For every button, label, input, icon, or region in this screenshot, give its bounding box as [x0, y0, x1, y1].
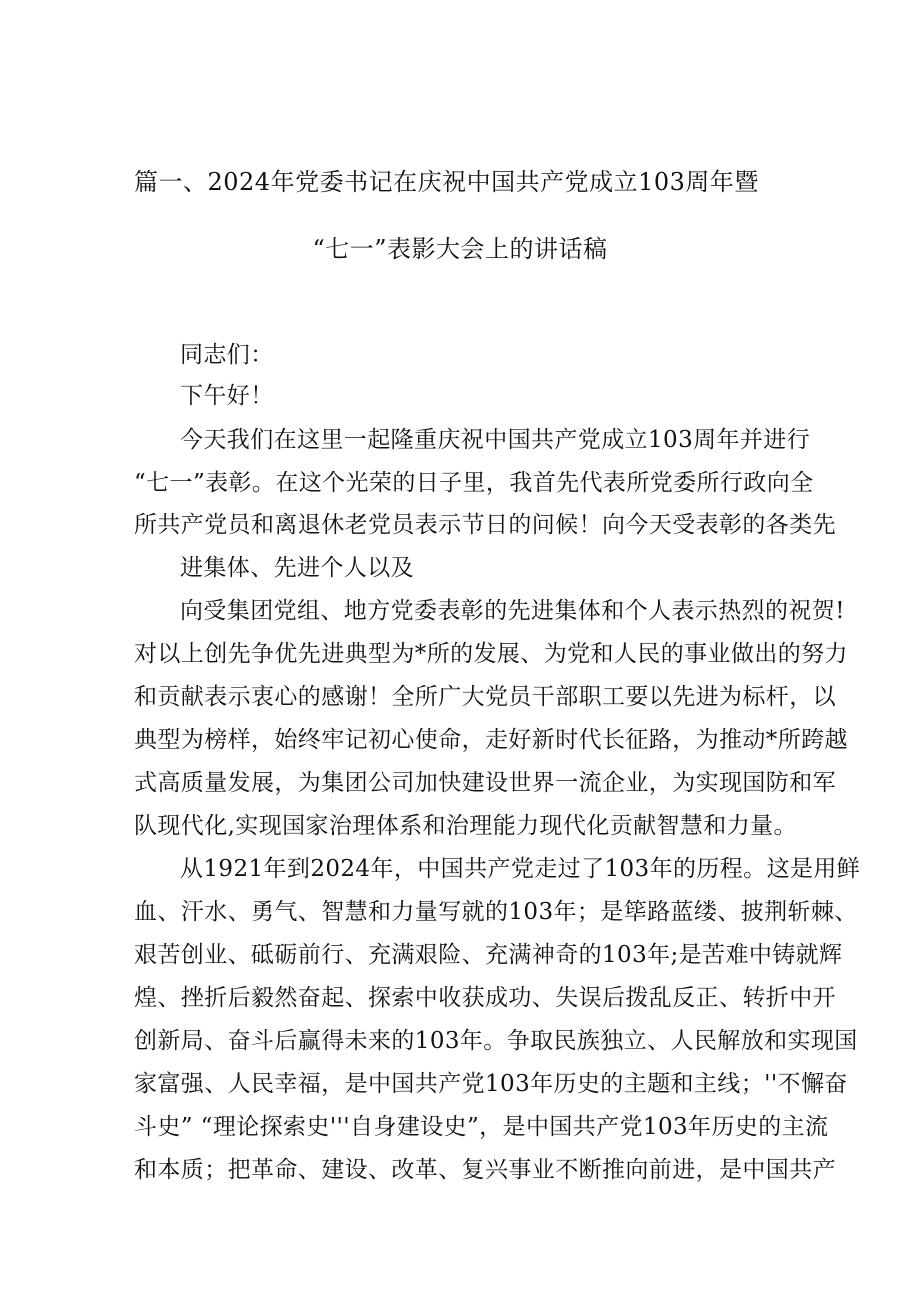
body-line: “七一”表彰。在这个光荣的日子里，我首先代表所党委所行政向全 — [134, 470, 814, 496]
body-line: 所共产党员和离退休老党员表示节日的问候！向今天受表彰的各类先 — [134, 512, 836, 538]
greeting: 下午好！ — [180, 383, 274, 409]
body-line: 和贡献表示衷心的感谢！全所广大党员干部职工要以先进为标杆，以 — [134, 684, 836, 710]
body-line: 式高质量发展，为集团公司加快建设世界一流企业，为实现国防和军 — [134, 770, 836, 796]
salutation: 同志们： — [180, 342, 274, 368]
body-line: 今天我们在这里一起隆重庆祝中国共产党成立103周年并进行 — [180, 427, 811, 453]
body-line: 煌、挫折后毅然奋起、探索中收获成功、失误后拨乱反正、转折中开 — [134, 985, 836, 1011]
document-title-line-2: “七一”表影大会上的讲话稿 — [312, 235, 608, 263]
body-line: 对以上创先争优先进典型为*所的发展、为党和人民的事业做出的努力 — [134, 641, 848, 667]
body-line: 家富强、人民幸福，是中国共产党103年历史的主题和主线；''不懈奋 — [134, 1071, 848, 1097]
body-line: 创新局、奋斗后赢得未来的103年。争取民族独立、人民解放和实现国 — [134, 1028, 858, 1054]
body-line: 典型为榜样，始终牢记初心使命，走好新时代长征路，为推动*所跨越 — [134, 727, 848, 753]
body-line: 艰苦创业、砥砺前行、充满艰险、充满神奇的103年;是苦难中铸就辉 — [134, 942, 843, 968]
body-line: 进集体、先进个人以及 — [180, 555, 414, 581]
body-line: 从1921年到2024年，中国共产党走过了103年的历程。这是用鲜 — [180, 856, 861, 882]
body-line: 血、汗水、勇气、智慧和力量写就的103年；是筚路蓝缕、披荆斩棘、 — [134, 899, 858, 925]
body-line: 和本质；把革命、建设、改革、复兴事业不断推向前进，是中国共产 — [134, 1157, 836, 1183]
document-title-line-1: 篇一、2024年党委书记在庆祝中国共产党成立103周年暨 — [134, 168, 759, 196]
body-line: 斗史” “理论探索史'''自身建设史”，是中国共产党103年历史的主流 — [134, 1114, 829, 1140]
body-line: 向受集团党组、地方党委表彰的先进集体和个人表示热烈的祝贺! — [180, 598, 845, 624]
body-line: 队现代化,实现国家治理体系和治理能力现代化贡献智慧和力量。 — [134, 813, 797, 839]
